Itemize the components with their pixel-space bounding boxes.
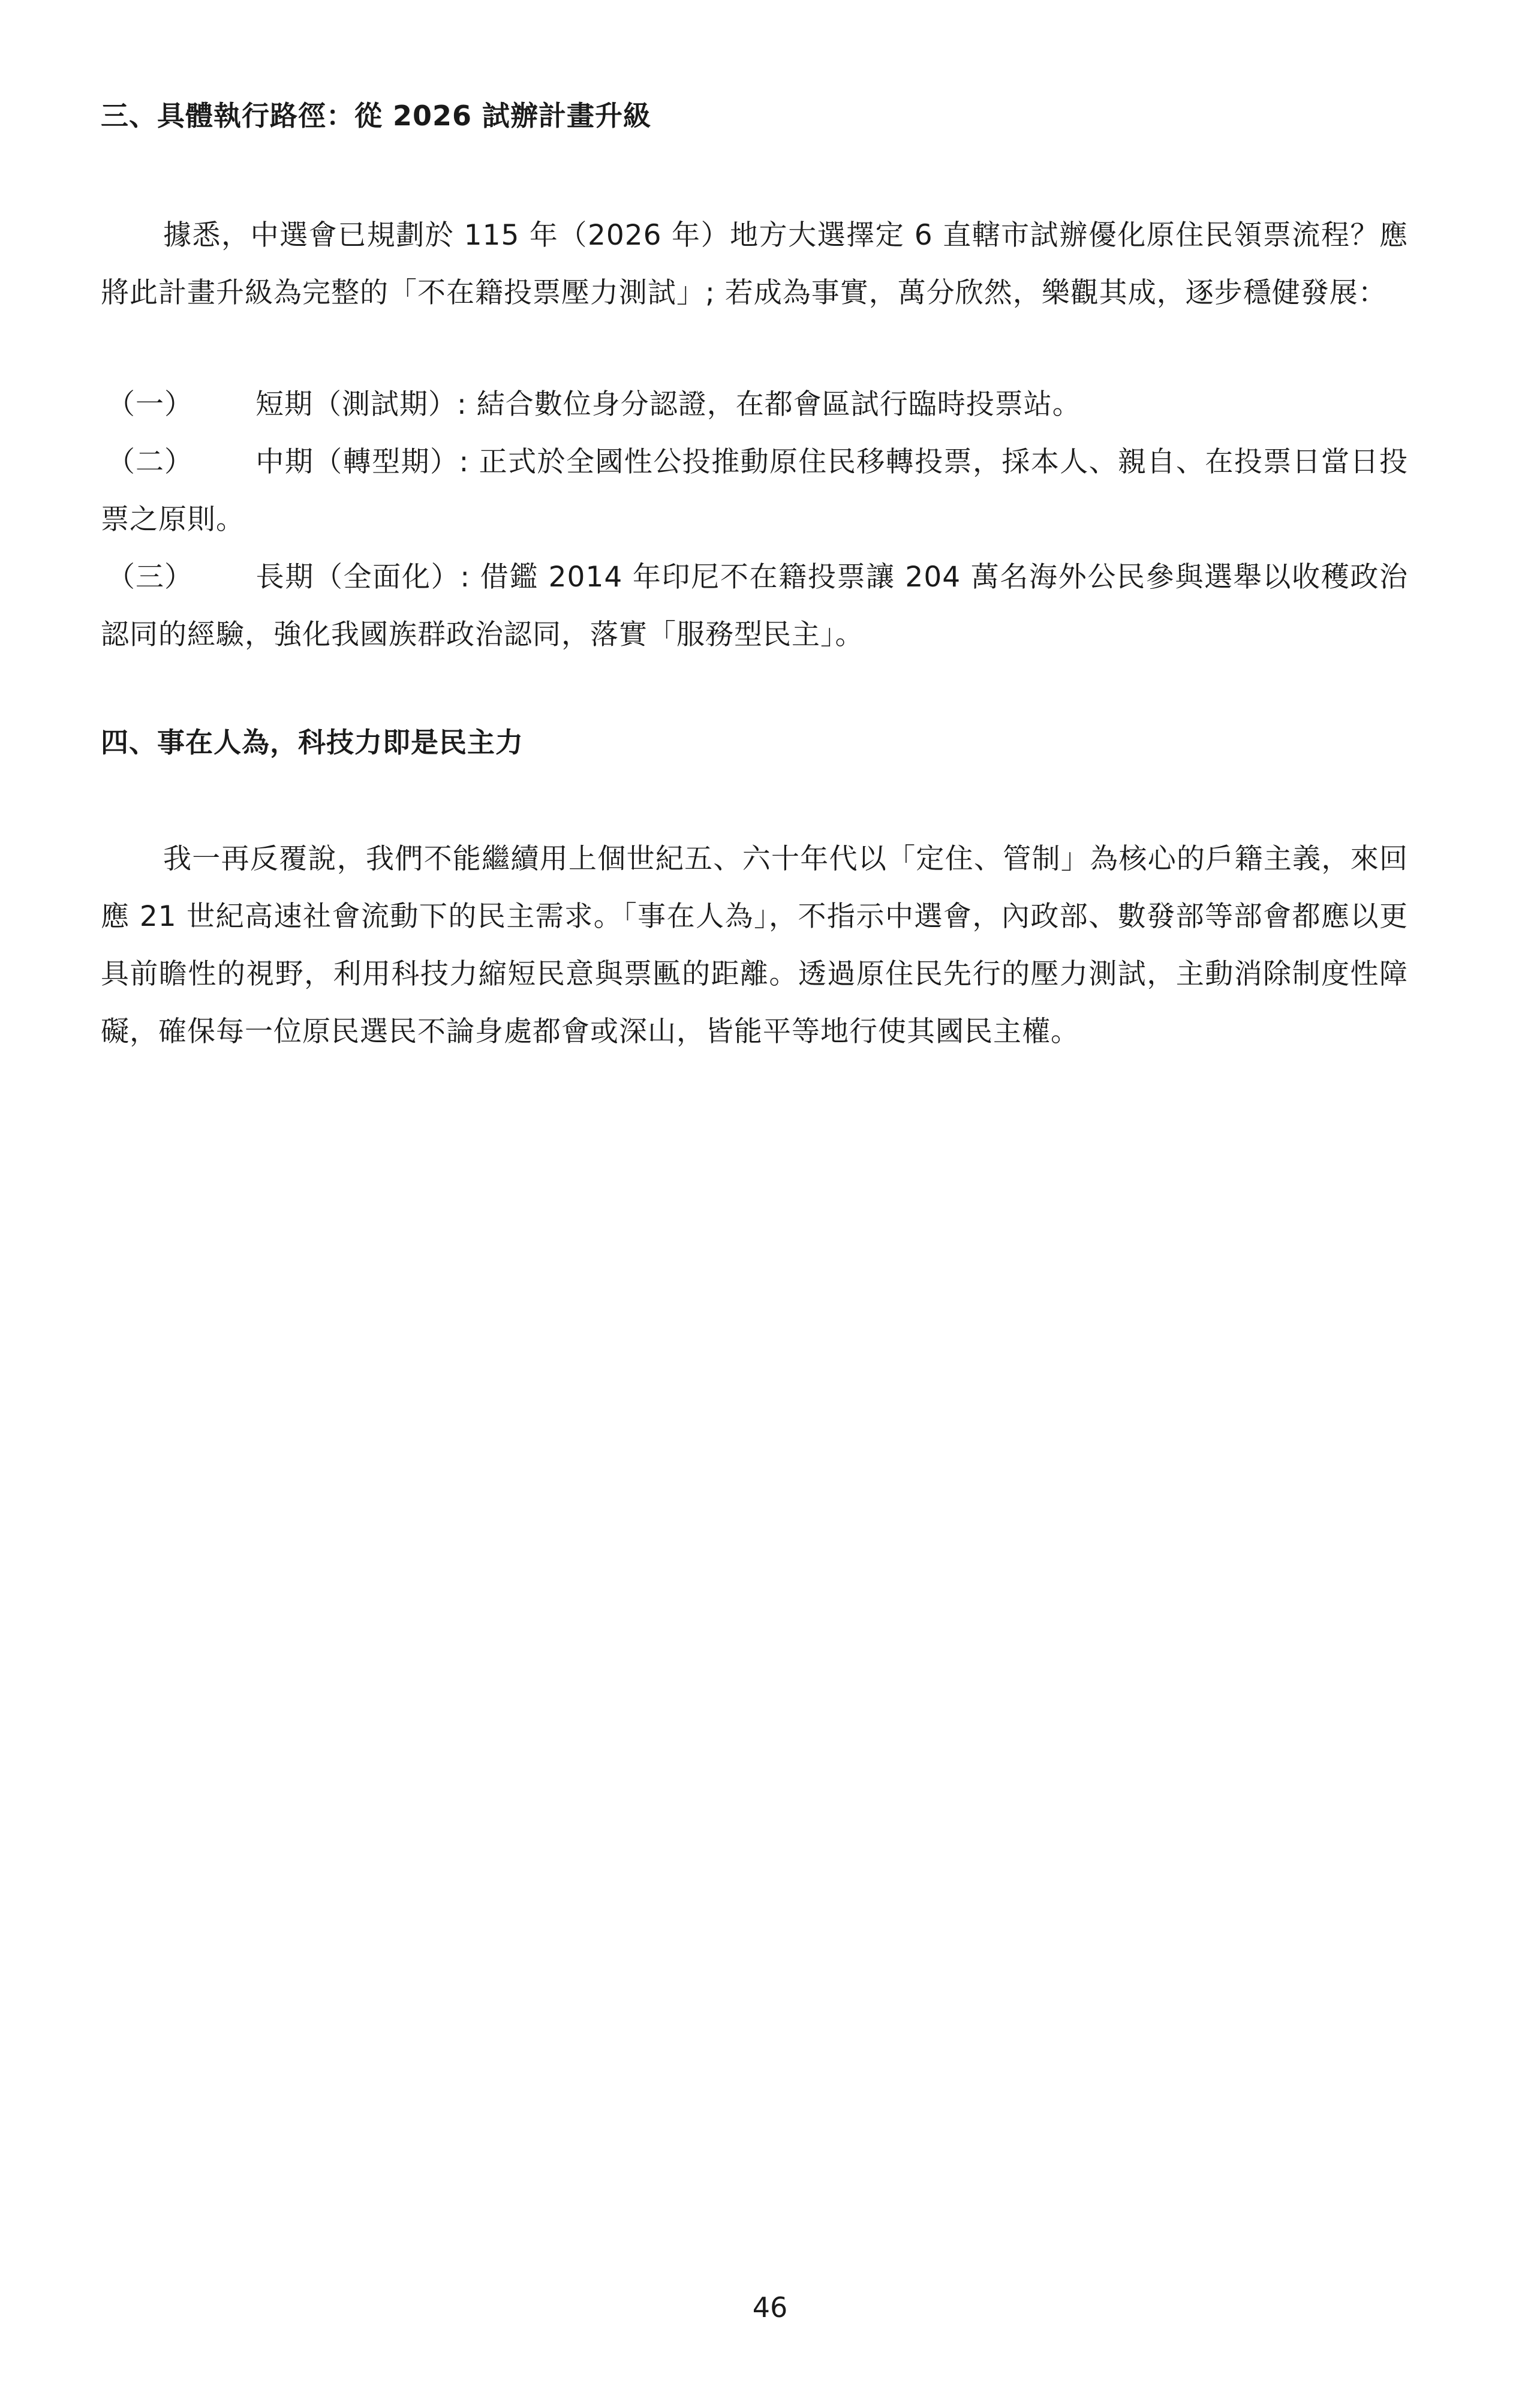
phase-item-long-term xyxy=(101,549,1408,664)
section-4-paragraph: 我一再反覆說，我們不能繼續用上個世紀五、六十年代以「定住、管制」為核心的戶籍主義，來回應 21 世紀高速社會流動下的民主需求。「事在人為」，不指示中選會，內政部、數發部等部會都應以更具前瞻性的視野，利用科技力縮短民意與票匭的距離。透過原住民先行的壓力測試，主動消除制度性障礙，確保每一位原民選民不論身處都會或深山，皆能平等地行使其國民主權。 xyxy=(101,843,1408,1048)
phase-item-number: （一） xyxy=(107,388,193,421)
section-3-intro-paragraph: 據悉，中選會已規劃於 115 年（2026 年）地方大選擇定 6 直轄市試辦優化原住民領票流程？應將此計畫升級為完整的「不在籍投票壓力測試」; 若成為事實，萬分欣然，樂觀其成，逐步穩健發展： xyxy=(101,219,1408,309)
phase-item-mid-term xyxy=(101,434,1408,549)
phase-item-text: 長期（全面化）: 借鑑 2014 年印尼不在籍投票讓 204 萬名海外公民參與選舉以收穫政治認同的經驗，強化我國族群政治認同，落實「服務型民主」。 xyxy=(101,561,1408,651)
page-number: 46 xyxy=(752,2291,788,2324)
phase-item-number: （二） xyxy=(107,446,193,479)
section-3-heading: 三、具體執行路徑：從 2026 試辦計畫升級 xyxy=(101,100,652,132)
section-4-heading: 四、事在人為，科技力即是民主力 xyxy=(101,726,524,759)
phase-item-number: （三） xyxy=(107,561,193,594)
section-3-phase-list xyxy=(101,376,1408,664)
phase-item-short-term xyxy=(101,376,1408,434)
phase-item-text: 中期（轉型期）: 正式於全國性公投推動原住民移轉投票，採本人、親自、在投票日當日投票之原則。 xyxy=(101,446,1408,536)
phase-item-text: 短期（測試期）: 結合數位身分認證，在都會區試行臨時投票站。 xyxy=(255,388,1081,421)
